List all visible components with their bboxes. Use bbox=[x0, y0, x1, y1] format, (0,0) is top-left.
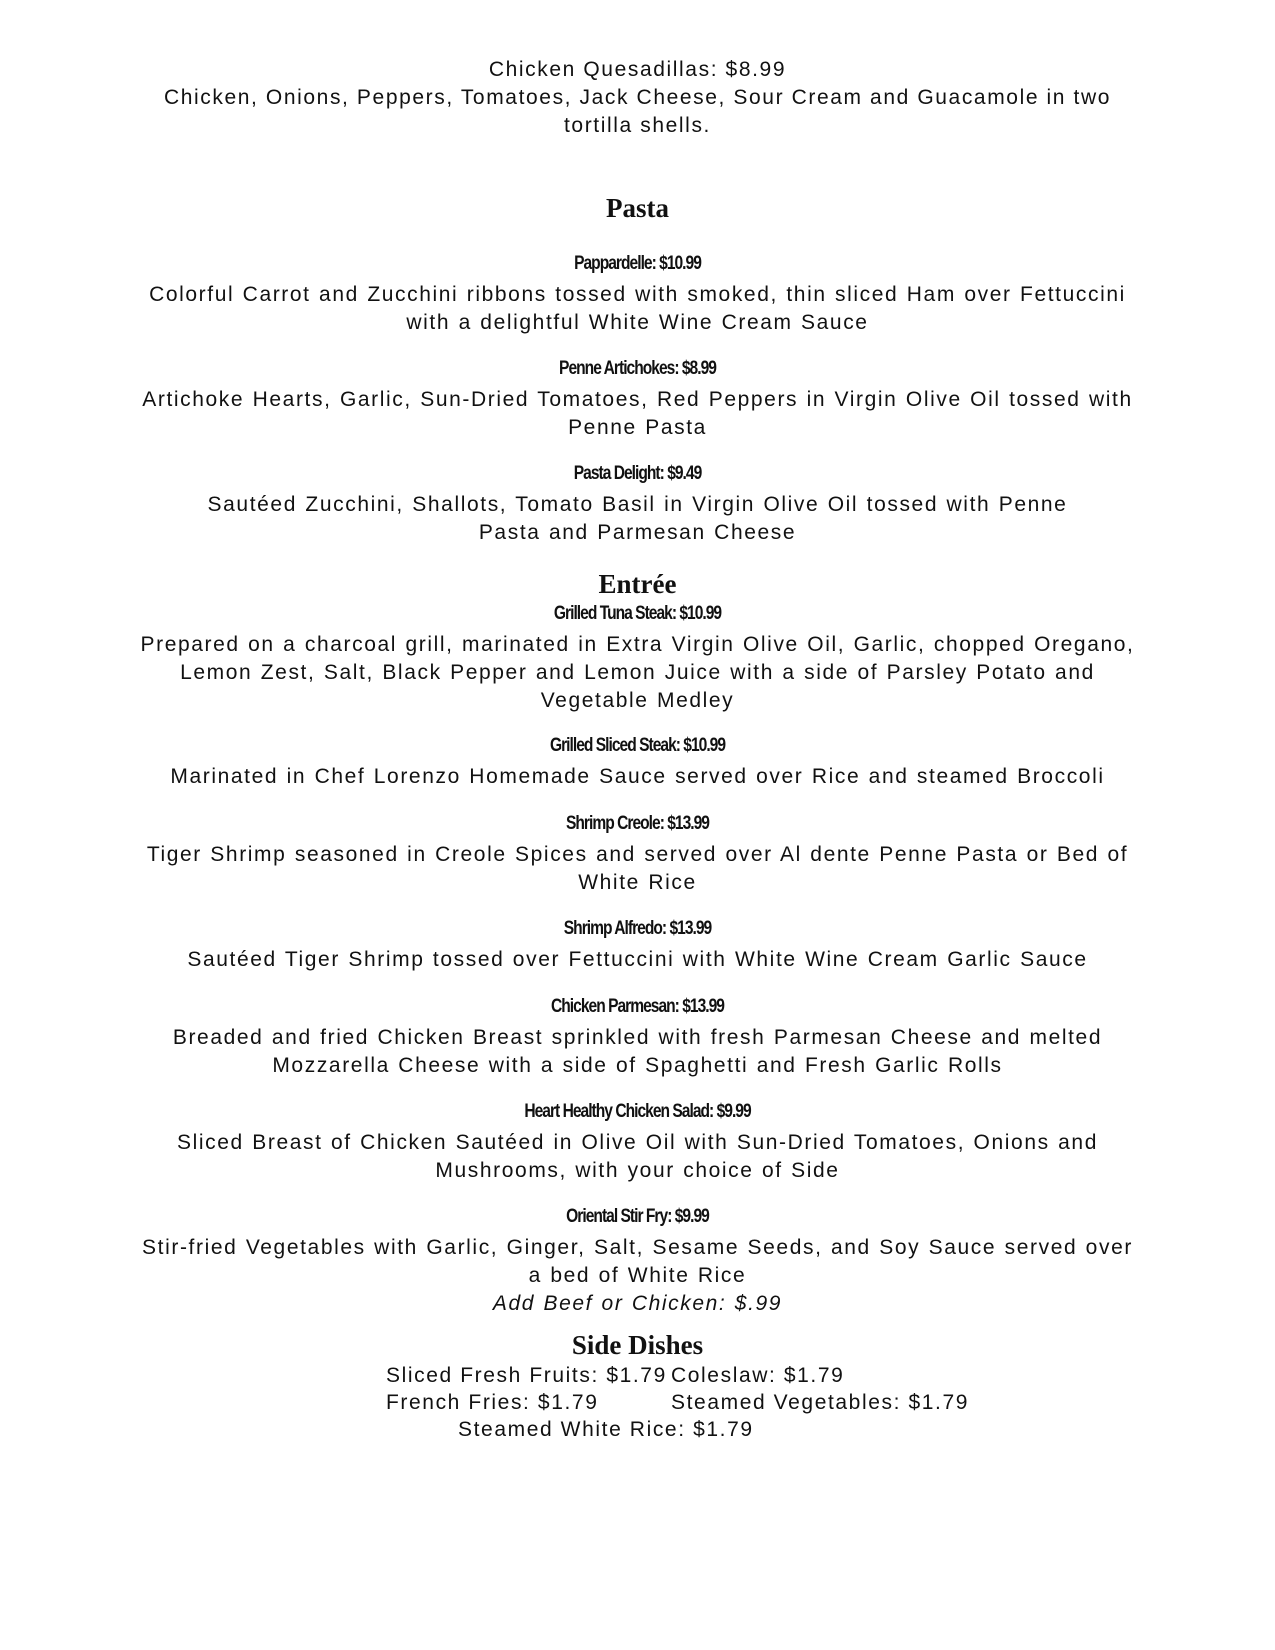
item-name-price: Chicken Parmesan: $13.99 bbox=[551, 996, 724, 1017]
item-description: Breaded and fried Chicken Breast sprinkled with fresh Parmesan Cheese and melted Mozzarella Cheese with a side of Spaghetti and Fresh Garlic Rolls bbox=[172, 1026, 1103, 1077]
pasta-item bbox=[100, 462, 1175, 547]
item-description: Sautéed Zucchini, Shallots, Tomato Basil in Virgin Olive Oil tossed with Penne Pasta and Parmesan Cheese bbox=[207, 493, 1068, 544]
pasta-heading: Pasta bbox=[606, 193, 669, 223]
entree-item bbox=[100, 602, 1175, 715]
side-item: Steamed White Rice: $1.79 bbox=[458, 1418, 754, 1441]
side-item: Steamed Vegetables: $1.79 bbox=[671, 1391, 970, 1414]
item-name-price: Pappardelle: $10.99 bbox=[574, 253, 701, 274]
entree-item bbox=[100, 995, 1175, 1080]
item-name-price: Grilled Tuna Steak: $10.99 bbox=[553, 603, 722, 624]
item-description: Artichoke Hearts, Garlic, Sun-Dried Tomatoes, Red Peppers in Virgin Olive Oil tossed with Penne Pasta bbox=[142, 388, 1133, 439]
entree-heading: Entrée bbox=[598, 569, 677, 599]
item-description: Tiger Shrimp seasoned in Creole Spices and served over Al dente Penne Pasta or Bed of White Rice bbox=[146, 843, 1129, 894]
entree-item bbox=[100, 1100, 1175, 1185]
pasta-item bbox=[100, 357, 1175, 442]
entree-item bbox=[100, 1205, 1175, 1318]
item-description: Marinated in Chef Lorenzo Homemade Sauce served over Rice and steamed Broccoli bbox=[170, 765, 1105, 788]
entree-item bbox=[100, 734, 1175, 791]
item-description: Colorful Carrot and Zucchini ribbons tossed with smoked, thin sliced Ham over Fettuccini with a delightful White Wine Cream Sauce bbox=[149, 283, 1126, 334]
entree-item bbox=[100, 917, 1175, 974]
item-addon: Add Beef or Chicken: $.99 bbox=[492, 1292, 783, 1315]
quesadillas-item bbox=[100, 56, 1175, 140]
item-description: Chicken, Onions, Peppers, Tomatoes, Jack Cheese, Sour Cream and Guacamole in two tortilla shells. bbox=[163, 86, 1112, 137]
item-name-price: Penne Artichokes: $8.99 bbox=[559, 358, 716, 379]
pasta-item bbox=[100, 252, 1175, 337]
item-description: Prepared on a charcoal grill, marinated in Extra Virgin Olive Oil, Garlic, chopped Oregano, Lemon Zest, Salt, Black Pepper and Lemon Juice with a side of Parsley Potato and Vegetable Medley bbox=[140, 633, 1135, 712]
item-name-price: Pasta Delight: $9.49 bbox=[573, 463, 702, 484]
item-description: Sautéed Tiger Shrimp tossed over Fettuccini with White Wine Cream Garlic Sauce bbox=[187, 948, 1088, 971]
side-item: Coleslaw: $1.79 bbox=[671, 1364, 845, 1387]
sides-heading: Side Dishes bbox=[571, 1330, 704, 1360]
entree-item bbox=[100, 812, 1175, 897]
item-description: Stir-fried Vegetables with Garlic, Ginger, Salt, Sesame Seeds, and Soy Sauce served over a bed of White Rice bbox=[142, 1236, 1133, 1287]
item-name-price: Chicken Quesadillas: $8.99 bbox=[488, 58, 787, 81]
item-name-price: Shrimp Creole: $13.99 bbox=[565, 813, 709, 834]
side-item: Sliced Fresh Fruits: $1.79 bbox=[386, 1364, 667, 1387]
item-name-price: Shrimp Alfredo: $13.99 bbox=[563, 918, 712, 939]
item-description: Sliced Breast of Chicken Sautéed in Olive Oil with Sun-Dried Tomatoes, Onions and Mushrooms, with your choice of Side bbox=[177, 1131, 1098, 1182]
item-name-price: Heart Healthy Chicken Salad: $9.99 bbox=[524, 1101, 751, 1122]
item-name-price: Grilled Sliced Steak: $10.99 bbox=[549, 735, 726, 756]
side-item: French Fries: $1.79 bbox=[386, 1391, 599, 1414]
item-name-price: Oriental Stir Fry: $9.99 bbox=[566, 1206, 709, 1227]
